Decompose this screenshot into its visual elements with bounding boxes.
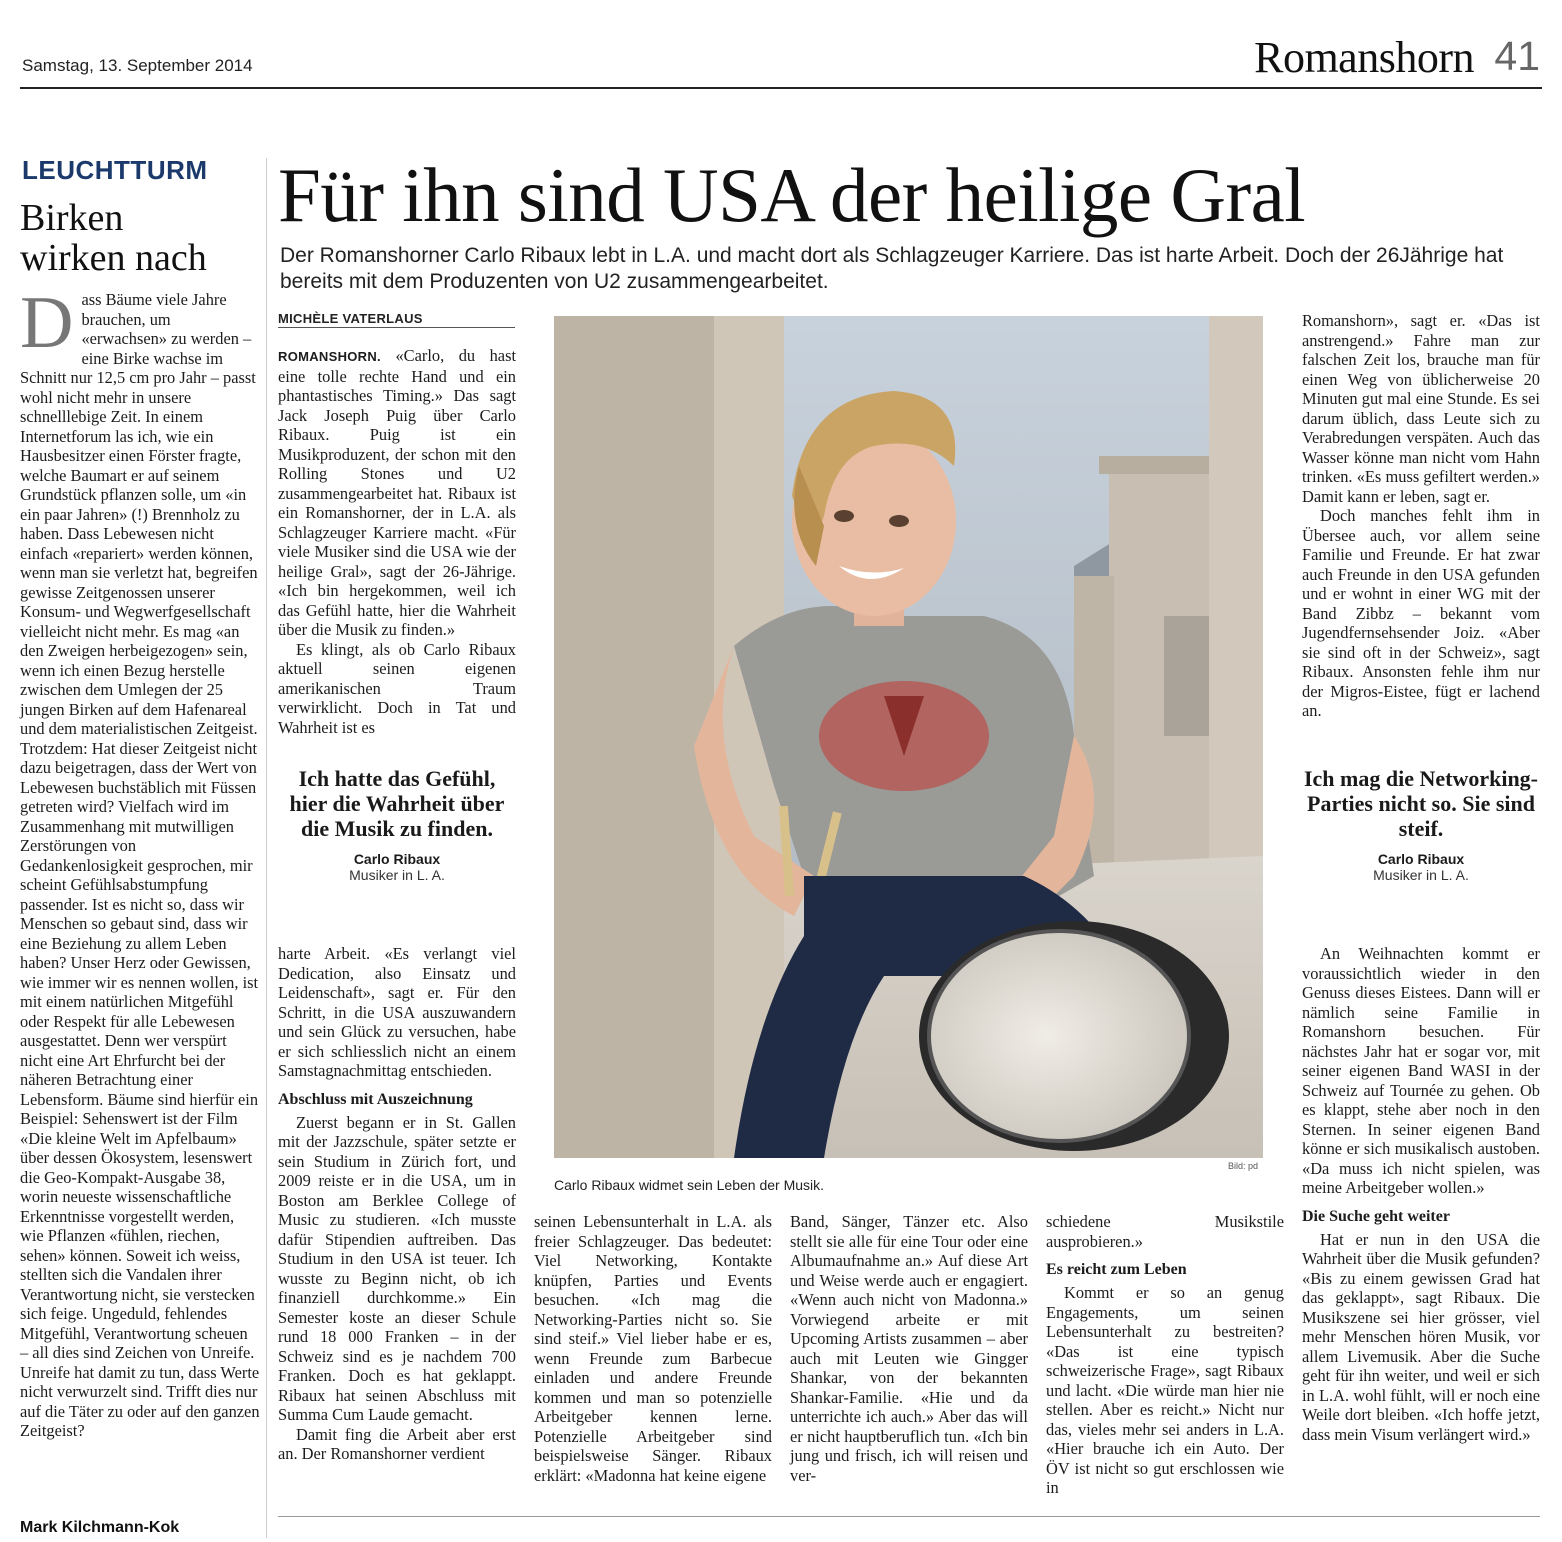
issue-date: Samstag, 13. September 2014 [22, 56, 253, 75]
article-paragraph [278, 346, 516, 640]
article-byline: MICHÈLE VATERLAUS [278, 311, 423, 326]
pull-quote [278, 766, 516, 883]
page-number: 41 [1494, 33, 1540, 79]
column-author: Mark Kilchmann-Kok [20, 1519, 180, 1536]
column-kicker: LEUCHTTURM [22, 155, 208, 185]
article-subhead: Es reicht zum Leben [1046, 1261, 1187, 1278]
photo-caption: Carlo Ribaux widmet sein Leben der Musik. [554, 1177, 825, 1193]
pull-quote-author: Carlo Ribaux [353, 851, 441, 867]
dateline: ROMANSHORN. [278, 349, 381, 364]
pull-quote-role: Musiker in L. A. [1373, 867, 1469, 883]
column-title [20, 198, 260, 278]
article-paragraph: An Weihnachten kommt er voraussichtlich wieder in den Genuss dieses Eistees. Dann will er nämlich seine Familie in Romanshorn besuchen. Für nächstes Jahr hat er sogar vor, mit seiner eigenen Band WASI in der Schweiz auf Tournée zu gehen. Ob es klappt, stehe aber noch in den Sternen. In seiner eigenen Band könne er sich musikalisch austoben. «Da muss ich nicht spielen, was meine Arbeitgeber wollen.» [1302, 944, 1540, 1197]
pull-quote-text: Ich mag die Networking-Parties nicht so. Sie sind steif. [1303, 766, 1539, 841]
byline-rule [278, 327, 515, 328]
article-paragraph: Es klingt, als ob Carlo Ribaux aktuell seinen eigenen amerikanischen Traum verwirklicht. Doch in Tat und Wahrheit ist es [278, 639, 516, 737]
drop-cap: D [20, 282, 74, 364]
column-title-line-1: Birken [20, 197, 124, 239]
column-divider [266, 158, 267, 1538]
article-subhead: Abschluss mit Auszeichnung [278, 1090, 473, 1108]
article-paragraph: Romanshorn», sagt er. «Das ist anstrengend.» Fahre man zur falschen Zeit los, brauche man für einen Weg von üblicherweise 20 Minuten gut mal eine Stunde. Es sei darum üblich, dass Leute sich zu Verabredungen verspäten. Auch das Wasser könne man nicht vom Hahn trinken. «Es muss gefiltert werden.» Damit kann er leben, sagt er. [1302, 311, 1540, 506]
article-headline: Für ihn sind USA der heilige Gral [278, 152, 1306, 238]
section-title: Romanshorn [1254, 33, 1474, 82]
article-subhead: Die Suche geht weiter [1302, 1207, 1450, 1225]
article-column-5-bottom [1302, 944, 1540, 1444]
article-paragraph: Doch manches fehlt ihm in Übersee auch, vor allem seine Familie und Freunde. Er hat zwar auch Freunde in den USA gefunden und er wohnt in einer WG mit der Band Zibbz – bekannt vom Jugendfernsehsender Joiz. «Aber sie sind oft in der Schweiz», sagt Ribaux. Ansonsten fehle ihm nur der Migros-Eistee, fügt er lachend an. [1302, 506, 1540, 720]
column-body [20, 282, 260, 1441]
article-photo [554, 316, 1263, 1158]
article-column-1-bottom [278, 944, 516, 1464]
article-paragraph: Kommt er so an genug Engagements, um seinen Lebensunterhalt zu bestreiten? «Das ist eine typisch schweizerische Frage», sagt Ribaux und lacht. «Die würde man hier nie stellen. Aber es reicht.» Nicht nur das, vieles mehr sei anders in L.A. «Hier brauche ich ein Auto. Der ÖV ist nicht so gut erschlossen wie in [1046, 1283, 1284, 1497]
photo-credit: Bild: pd [1228, 1161, 1259, 1171]
article-paragraph: schiedene Musikstile ausprobieren.» [1046, 1212, 1284, 1251]
article-paragraph: Zuerst begann er in St. Gallen mit der Jazzschule, später setzte er sein Studium in Zürich fort, und 2009 reiste er in die USA, um in Boston am Berklee College of Music zu studieren. «Ich musste dafür Stipendien auftreiben. Das Studium in den USA ist teuer. Ich wusste zu Beginn nicht, ob ich finanziell durchkomme.» Ein Semester koste an dieser Schule rund 18 000 Franken – in der Schweiz sind es je nachdem 700 Franken. Doch es hat geklappt. Ribaux hat seinen Abschluss mit Summa Cum Laude gemacht. [278, 1112, 516, 1424]
article-column-4 [1046, 1212, 1284, 1498]
paragraph-text: «Carlo, du hast eine tolle rechte Hand und ein phantastisches Timing.» Das sagt Jack Joseph Puig über Carlo Ribaux. Puig ist ein Musikproduzent, der schon mit den Rolling Stones und U2 zusammengearbeitet hat. Ribaux ist ein Romanshorner, der in L.A. als Schlagzeuger Karriere macht. «Für viele Musiker sind die USA wie der heilige Gral», sagt der 26-Jährige. «Ich bin hergekommen, weil ich das Gefühl hatte, hier die Wahrheit über die Musik zu finden.» [278, 346, 516, 639]
article-column-3 [790, 1212, 1028, 1485]
article-paragraph: Hat er nun in den USA die Wahrheit über die Musik gefunden? «Bis zu einem gewissen Grad hat das geklappt», sagt Ribaux. Die Musikszene sei hier grösser, viel mehr Menschen hören Musik, vor allem Livemusik. Aber die Suche geht für ihn weiter, und weil er sich in L.A. wohl fühlt, will er noch eine Weile dort bleiben. «Ich hoffe jetzt, dass mein Visum verlängert wird.» [1302, 1229, 1540, 1444]
header-rule [20, 87, 1542, 89]
footer-rule [278, 1516, 1540, 1517]
article-lead: Der Romanshorner Carlo Ribaux lebt in L.A. und macht dort als Schlagzeuger Karriere. Das ist harte Arbeit. Doch der 26Jährige hat bereits mit dem Produzenten von U2 zusammengearbeitet. [280, 244, 1504, 293]
article-column-5-top [1302, 311, 1540, 721]
article-paragraph: harte Arbeit. «Es verlangt viel Dedication, also Einsatz und Leidenschaft», sagt er. Für den Schritt, in die USA auszuwandern und sein Glück zu versuchen, habe er sich schliesslich nicht an einem Samstagnachmittag entschieden. [278, 944, 516, 1080]
pull-quote-role: Musiker in L. A. [349, 867, 445, 883]
article-paragraph: Band, Sänger, Tänzer etc. Also stellt sie alle für eine Tour oder eine Albumaufnahme an.» Auf diese Art und Weise werde auch er engagiert. «Wenn auch nicht von Madonna.» Vorwiegend arbeite er mit Upcoming Artists zusammen – aber auch mit Leuten wie Gingger Shankar, von der bekannten Shankar-Familie. «Hie und da unterrichte ich auch.» Aber das will er nicht hauptberuflich tun. «Ich bin jung und frisch, ich will reisen und ver- [790, 1212, 1028, 1485]
article-paragraph: Damit fing die Arbeit aber erst an. Der Romanshorner verdient [278, 1424, 516, 1463]
article-column-1-top [278, 346, 516, 737]
pull-quote-author: Carlo Ribaux [1377, 851, 1465, 867]
pull-quote [1302, 766, 1540, 883]
pull-quote-text: Ich hatte das Gefühl, hier die Wahrheit über die Musik zu finden. [289, 766, 505, 841]
article-column-2 [534, 1212, 772, 1485]
article-paragraph: seinen Lebensunterhalt in L.A. als freier Schlagzeuger. Das bedeutet: Viel Networking, Kontakte knüpfen, Parties und Events besuchen. «Ich mag die Networking-Parties nicht so. Sie sind steif.» Viel lieber habe er es, wenn Freunde zum Barbecue einladen und andere Freunde kommen und man so potenzielle Arbeitgeber kennen lerne. Potenzielle Arbeitgeber sind beispielsweise Sänger. Ribaux erklärt: «Madonna hat keine eigene [534, 1212, 772, 1485]
drummer-photo-illustration [554, 316, 1263, 1158]
column-text: ass Bäume viele Jahre brauchen, um «erwachsen» zu werden – eine Birke wachse im Schnitt nur 12,5 cm pro Jahr – passt wohl nicht mehr in unsere schnelllebige Zeit. In einem Internetforum las ich, wie ein Hausbesitzer einen Förster fragte, welche Baumart er auf seinem Grundstück pflanzen solle, um «in ein paar Jahren» (!) Brennholz zu haben. Dass Lebewesen nicht einfach «repariert» werden können, wenn man sie verletzt hat, begreifen gewisse Zeitgenossen unserer Konsum- und Wegwerfgesellschaft vielleicht nicht mehr. Es mag «an den Zweigen herbeigezogen» sein, wenn ich einen Bezug herstelle zwischen dem Umlegen der 25 jungen Birken auf dem Hafenareal und dem materialistischen Zeitgeist. Trotzdem: Hat dieser Zeitgeist nicht dazu beigetragen, dass der Wert von Lebewesen buchstäblich mit Füssen getreten wird? Vielfach wird im Zusammenhang mit mutwilligen Zerstörungen von Gedankenlosigkeit gesprochen, mir scheint Gefühlsabstumpfung passender. Ist es nicht so, dass wir Menschen so gebaut sind, dass wir eine Beziehung zu allem Leben haben? Unser Herz oder Gewissen, wie immer wir es nennen wollen, ist mit einem natürlichen Mitgefühl oder Respekt für alle Lebewesen ausgestattet. Denn wer verspürt nicht eine Art Ehrfurcht bei der näheren Betrachtung einer Lebensform. Bäume sind hierfür ein Beispiel: Sehenswert ist der Film «Die kleine Welt im Apfelbaum» über dessen Ökosystem, lesenswert die Geo-Kompakt-Ausgabe 38, worin neueste wissenschaftliche Erkenntnisse vorgestellt werden, wie Pflanzen «fühlen, riechen, sehen» können. Soweit ich weiss, stellten sich die Vandalen ihrer Verantwortung nicht, sie verstecken sich feige. Ungeduld, fehlendes Mitgefühl, Verantwortung scheuen – all dies sind Zeichen von Unreife. Unreife hat damit zu tun, dass Werte nicht verwurzelt sind. Trifft dies nur auf die Täter zu oder auf den ganzen Zeitgeist? [20, 290, 260, 1440]
column-title-line-2: wirken nach [20, 237, 207, 279]
